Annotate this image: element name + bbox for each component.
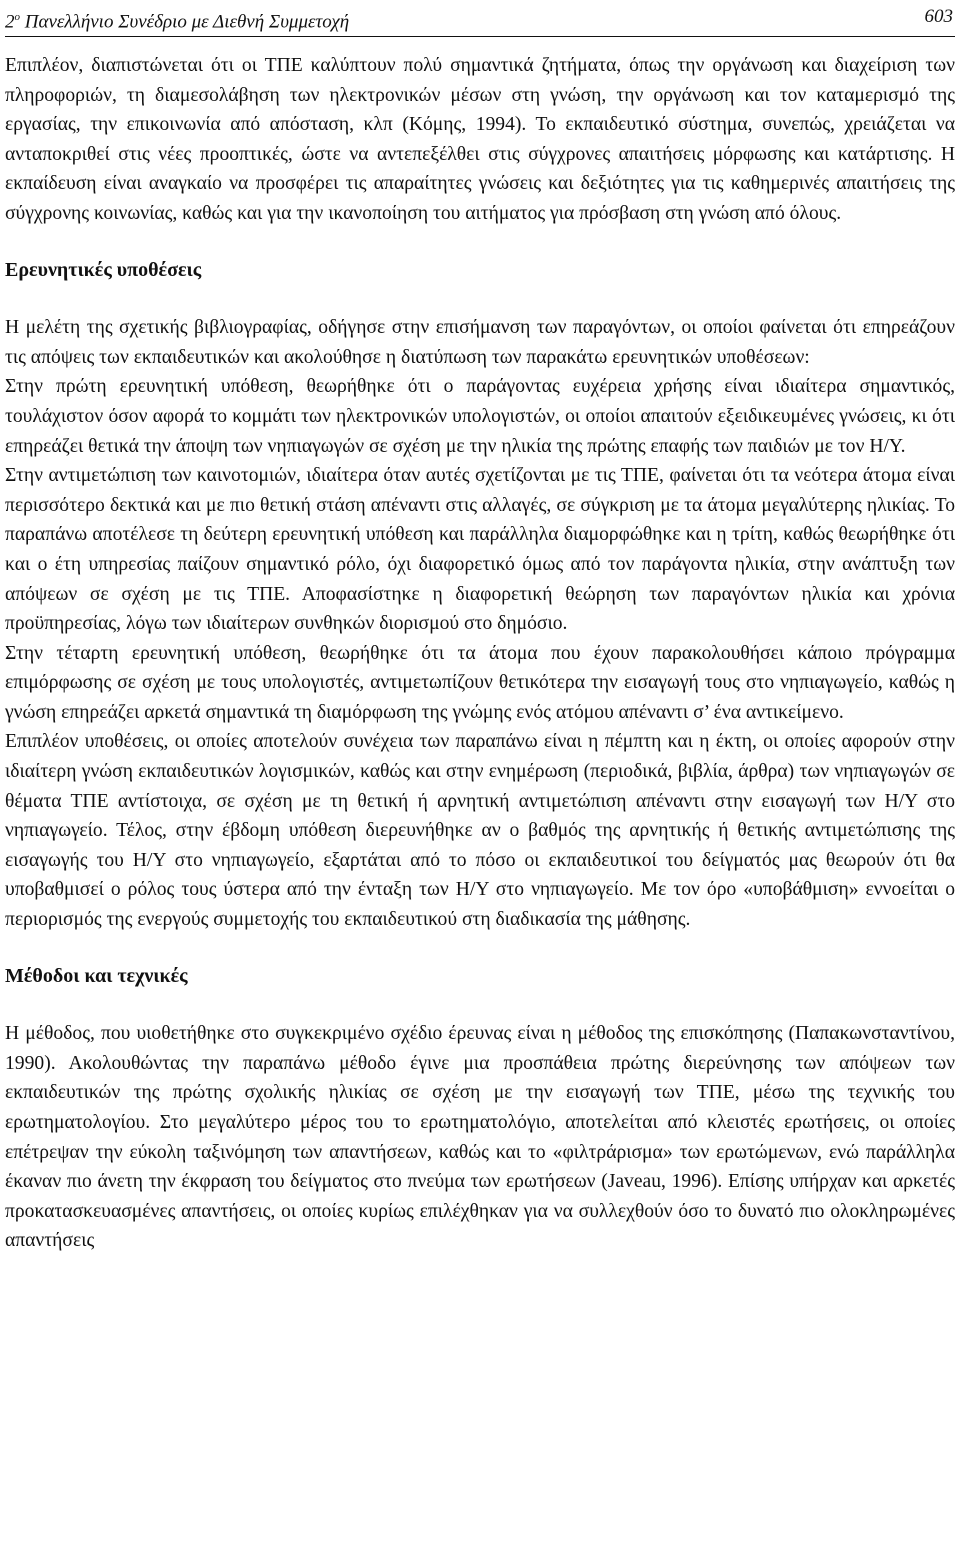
intro-paragraph: Επιπλέον, διαπιστώνεται ότι οι ΤΠΕ καλύπτουν πολύ σημαντικά ζητήματα, όπως την οργάνωση και διαχείριση των πληροφοριών, τη διαμεσολάβηση των ηλεκτρονικών μέσων στη γνώση, την οργάνωση και τον καταμερισμό της εργασίας, την επικοινωνία από απόσταση, κλπ (Κόμης, 1994). Το εκπαιδευτικό σύστημα, συνεπώς, χρειάζεται να ανταποκριθεί στις νέες προοπτικές, ώστε να αντεπεξέλθει στις σύγχρονες απαιτήσεις μόρφωσης και κατάρτισης. Η εκπαίδευση είναι αναγκαίο να προσφέρει τις απαραίτητες γνώσεις και δεξιότητες για τις καθημερινές απαιτήσεις της σύγχρονης κοινωνίας, καθώς και για την ικανοποίηση του αιτήματος για πρόσβαση στη γνώση από όλους.: [5, 55, 955, 224]
conference-title: [5, 0, 349, 39]
conference-title-text: Πανελλήνιο Συνέδριο με Διεθνή Συμμετοχή: [20, 11, 350, 33]
section-heading-hypotheses: Ερευνητικές υποθέσεις: [5, 258, 202, 281]
hypotheses-paragraph-5: Επιπλέον υποθέσεις, οι οποίες αποτελούν συνέχεια των παραπάνω είναι η πέμπτη και η έκτη, οι οποίες αφορούν στην ιδιαίτερη γνώση εκπαιδευτικών λογισμικών, καθώς και στην ενημέρωση (περιοδικά, βιβλία, άρθρα) των νηπιαγωγών σε θέματα ΤΠΕ αντίστοιχα, σε σχέση με τη θετική ή αρνητική αντιμετώπιση απέναντι στην εισαγωγή των Η/Υ στο νηπιαγωγείο. Τέλος, στην έβδομη υπόθεση διερευνήθηκε αν ο βαθμός της αρνητικής ή θετικής αντιμετώπισης της εισαγωγής του Η/Υ στο νηπιαγωγείο, εξαρτάται από το πόσο οι εκπαιδευτικοί του δείγματός μας θεωρούν ότι θα υποβαθμισεί ο ρόλος τους ύστερα από την ένταξη των Η/Υ στο νηπιαγωγείο. Με τον όρο «υποβάθμιση» εννοείται ο περιορισμός της ενεργούς συμμετοχής του εκπαιδευτικού στη διαδικασία της μάθησης.: [5, 731, 955, 931]
conference-ordinal: 2: [5, 11, 15, 33]
hypotheses-paragraph-4: Στην τέταρτη ερευνητική υπόθεση, θεωρήθηκε ότι τα άτομα που έχουν παρακολουθήσει κάποιο πρόγραμμα επιμόρφωσης σε σχέση με τους υπολογιστές, αντιμετωπίζουν θετικότερα την εισαγωγή τους στο νηπιαγωγείο, καθώς η γνώση επηρεάζει αρκετά σημαντικά τη διαμόρφωση της γνώμης ενός ατόμου απέναντι σ’ ένα αντικείμενο.: [5, 642, 955, 723]
ordinal-superscript: ο: [14, 11, 20, 23]
running-header: [5, 0, 955, 37]
hypotheses-paragraph-2: Στην πρώτη ερευνητική υπόθεση, θεωρήθηκε ότι ο παράγοντας ευχέρεια χρήσης είναι ιδιαίτερα σημαντικός, τουλάχιστον όσον αφορά το κομμάτι των ηλεκτρονικών υπολογιστών, οι οποίοι απαιτούν εξειδικευμένες γνώσεις, κι ότι επηρεάζει θετικά την άποψη των νηπιαγωγών σε σχέση με την ηλικία της πρώτης επαφής των παιδιών με τον Η/Υ.: [5, 376, 955, 457]
hypotheses-paragraph-1: Η μελέτη της σχετικής βιβλιογραφίας, οδήγησε στην επισήμανση των παραγόντων, οι οποίοι φαίνεται ότι επηρεάζουν τις απόψεις των εκπαιδευτικών και ακολούθησε η διατύπωση των παρακάτω ερευνητικών υποθέσεων:: [5, 317, 955, 368]
page-number: 603: [924, 6, 953, 27]
section-heading-methods: Μέθοδοι και τεχνικές: [5, 964, 188, 987]
methods-paragraph: Η μέθοδος, που υιοθετήθηκε στο συγκεκριμένο σχέδιο έρευνας είναι η μέθοδος της επισκόπησης (Παπακωνσταντίνου, 1990). Ακολουθώντας την παραπάνω μέθοδο έγινε μια προσπάθεια πρώτης διερεύνησης των απόψεων των εκπαιδευτικών της πρώτης σχολικής ηλικίας σε σχέση με την εισαγωγή των ΤΠΕ, μέσω της τεχνικής του ερωτηματολογίου. Στο μεγαλύτερο μέρος του το ερωτηματολόγιο, αποτελείται από κλειστές ερωτήσεις, οι οποίες επέτρεψαν την εύκολη ταξινόμηση των απαντήσεων, καθώς και το «φιλτράρισμα» των ερωτώμενων, ενώ παράλληλα έκαναν πιο άνετη την έκφραση του δείγματος στο πνεύμα των ερωτήσεων (Javeau, 1996). Επίσης υπήρχαν και αρκετές προκατασκευασμένες απαντήσεις, οι οποίες κυρίως επιλέχθηκαν για να συλλεχθούν όσο το δυνατό πιο ολοκληρωμένες απαντήσεις: [5, 1023, 955, 1252]
hypotheses-paragraph-3: Στην αντιμετώπιση των καινοτομιών, ιδιαίτερα όταν αυτές σχετίζονται με τις ΤΠΕ, φαίνεται ότι τα νεότερα άτομα είναι περισσότερο δεκτικά και με πιο θετική στάση απέναντι στις αλλαγές, σε σύγκριση με τα άτομα μεγαλύτερης ηλικίας. Το παραπάνω αποτέλεσε τη δεύτερη ερευνητική υπόθεση και παράλληλα διαμορφώθηκε και η τρίτη, καθώς θεωρήθηκε ότι και ο έτη υπηρεσίας παίζουν σημαντικό ρόλο, όχι διαφορετικό όμως από τον παράγοντα ηλικία, στην ανάπτυξη των απόψεων σε σχέση με τις ΤΠΕ. Αποφασίστηκε η διαφορετική θεώρηση των παραγόντων ηλικία και χρόνια προϋπηρεσίας, λόγω των ιδιαίτερων συνθηκών διορισμού στο δημόσιο.: [5, 465, 955, 635]
